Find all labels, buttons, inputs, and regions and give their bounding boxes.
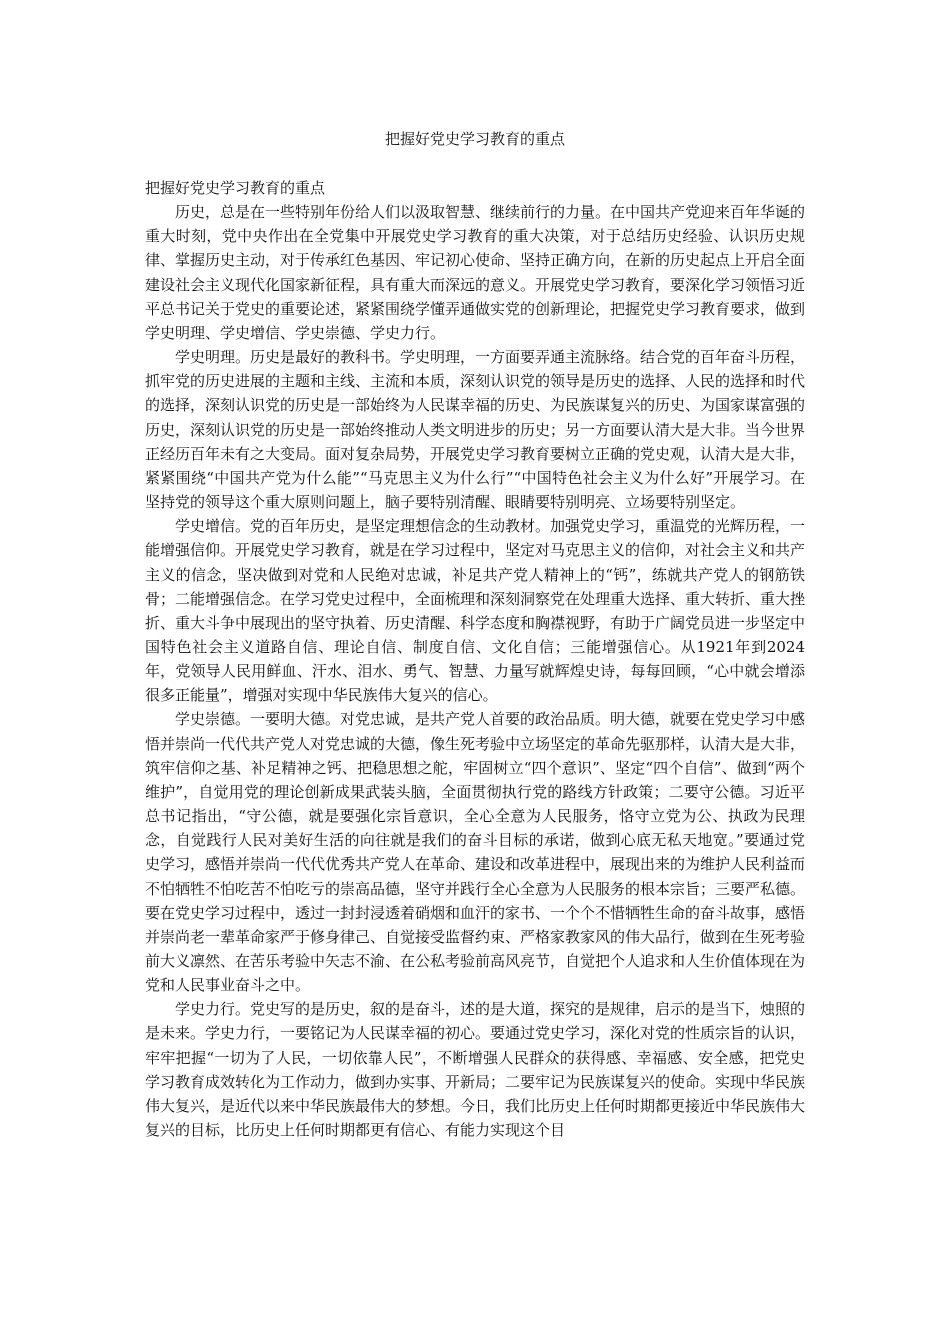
paragraph-xueshi-lixing: 学史力行。党史写的是历史，叙的是奋斗，述的是大道，探究的是规律，启示的是当下，烛照的是未来。学史力行，一要铭记为人民谋幸福的初心。要通过党史学习，深化对党的性质宗旨的认识，牢牢把握“一切为了人民，一切依靠人民”，不断增强人民群众的获得感、幸福感、安全感，把党史学习教育成效转化为工作动力，做到办实事、开新局；二要牢记为民族谋复兴的使命。实现中华民族伟大复兴，是近代以来中华民族最伟大的梦想。今日，我们比历史上任何时期都更接近中华民族伟大复兴的目标，比历史上任何时期都更有信心、有能力实现这个目 — [145, 1000, 806, 1140]
article-subtitle: 把握好党史学习教育的重点 — [145, 179, 326, 197]
paragraph-xueshi-zengxin: 学史增信。党的百年历史，是坚定理想信念的生动教材。加强党史学习，重温党的光辉历程，一能增强信仰。开展党史学习教育，就是在学习过程中，坚定对马克思主义的信仰，对社会主义和共产主义的信念，坚决做到对党和人民绝对忠诚，补足共产党人精神上的“钙”，练就共产党人的钢筋铁骨；二能增强信念。在学习党史过程中，全面梳理和深刻洞察党在处理重大选择、重大转折、重大挫折、重大斗争中展现出的坚守执着、历史清醒、科学态度和胸襟视野，有助于广阔党员进一步坚定中国特色社会主义道路自信、理论自信、制度自信、文化自信；三能增强信心。从1921年到2024年，党领导人民用鲜血、汗水、泪水、勇气、智慧、力量写就辉煌史诗，每每回顾，“心中就会增添很多正能量”，增强对实现中华民族伟大复兴的信心。 — [145, 517, 806, 705]
article-body — [145, 176, 805, 1142]
paragraph-xueshi-mingli: 学史明理。历史是最好的教科书。学史明理，一方面要弄通主流脉络。结合党的百年奋斗历程，抓牢党的历史进展的主题和主线、主流和本质，深刻认识党的领导是历史的选择、人民的选择和时代的选择，深刻认识党的历史是一部始终为人民谋幸福的历史、为民族谋复兴的历史、为国家谋富强的历史，深刻认识党的历史是一部始终推动人类文明进步的历史；另一方面要认清大是大非。当今世界正经历百年未有之大变局。面对复杂局势，开展党史学习教育要树立正确的党史观，认清大是大非，紧紧围绕“中国共产党为什么能”“马克思主义为什么行”“中国特色社会主义为什么好”开展学习。在坚持党的领导这个重大原则问题上，脑子要特别清醒、眼睛要特别明亮、立场要特别坚定。 — [145, 348, 806, 512]
paragraph-intro: 历史，总是在一些特别年份给人们以汲取智慧、继续前行的力量。在中国共产党迎来百年华诞的重大时刻，党中央作出在全党集中开展党史学习教育的重大决策，对于总结历史经验、认识历史规律、掌握历史主动，对于传承红色基因、牢记初心使命、坚持正确方向，在新的历史起点上开启全面建设社会主义现代化国家新征程，具有重大而深远的意义。开展党史学习教育，要深化学习领悟习近平总书记关于党史的重要论述，紧紧围绕学懂弄通做实党的创新理论，把握党史学习教育要求，做到学史明理、学史增信、学史崇德、学史力行。 — [145, 203, 806, 342]
paragraph-xueshi-chongde: 学史崇德。一要明大德。对党忠诚，是共产党人首要的政治品质。明大德，就要在党史学习中感悟并崇尚一代代共产党人对党忠诚的大德，像生死考验中立场坚定的革命先驱那样，认清大是大非，筑牢信仰之基、补足精神之钙、把稳思想之舵，牢固树立“四个意识”、坚定“四个自信”、做到“两个维护”，自觉用党的理论创新成果武装头脑，全面贯彻执行党的路线方针政策；二要守公德。习近平总书记指出，“守公德，就是要强化宗旨意识，全心全意为人民服务，恪守立党为公、执政为民理念，自觉践行人民对美好生活的向往就是我们的奋斗目标的承诺，做到心底无私天地宽。”要通过党史学习，感悟并崇尚一代代优秀共产党人在革命、建设和改革进程中，展现出来的为维护人民利益而不怕牺牲不怕吃苦不怕吃亏的崇高品德，坚守并践行全心全意为人民服务的根本宗旨；三要严私德。要在党史学习过程中，透过一封封浸透着硝烟和血汗的家书、一个个不惜牺牲生命的奋斗故事，感悟并崇尚老一辈革命家严于修身律己、自觉接受监督约束、严格家教家风的伟大品行，做到在生死考验前大义凛然、在苦乐考验中矢志不渝、在公私考验前高风亮节，自觉把个人追求和人生价值体现在为党和人民事业奋斗之中。 — [145, 710, 806, 995]
page-title: 把握好党史学习教育的重点 — [384, 130, 565, 148]
